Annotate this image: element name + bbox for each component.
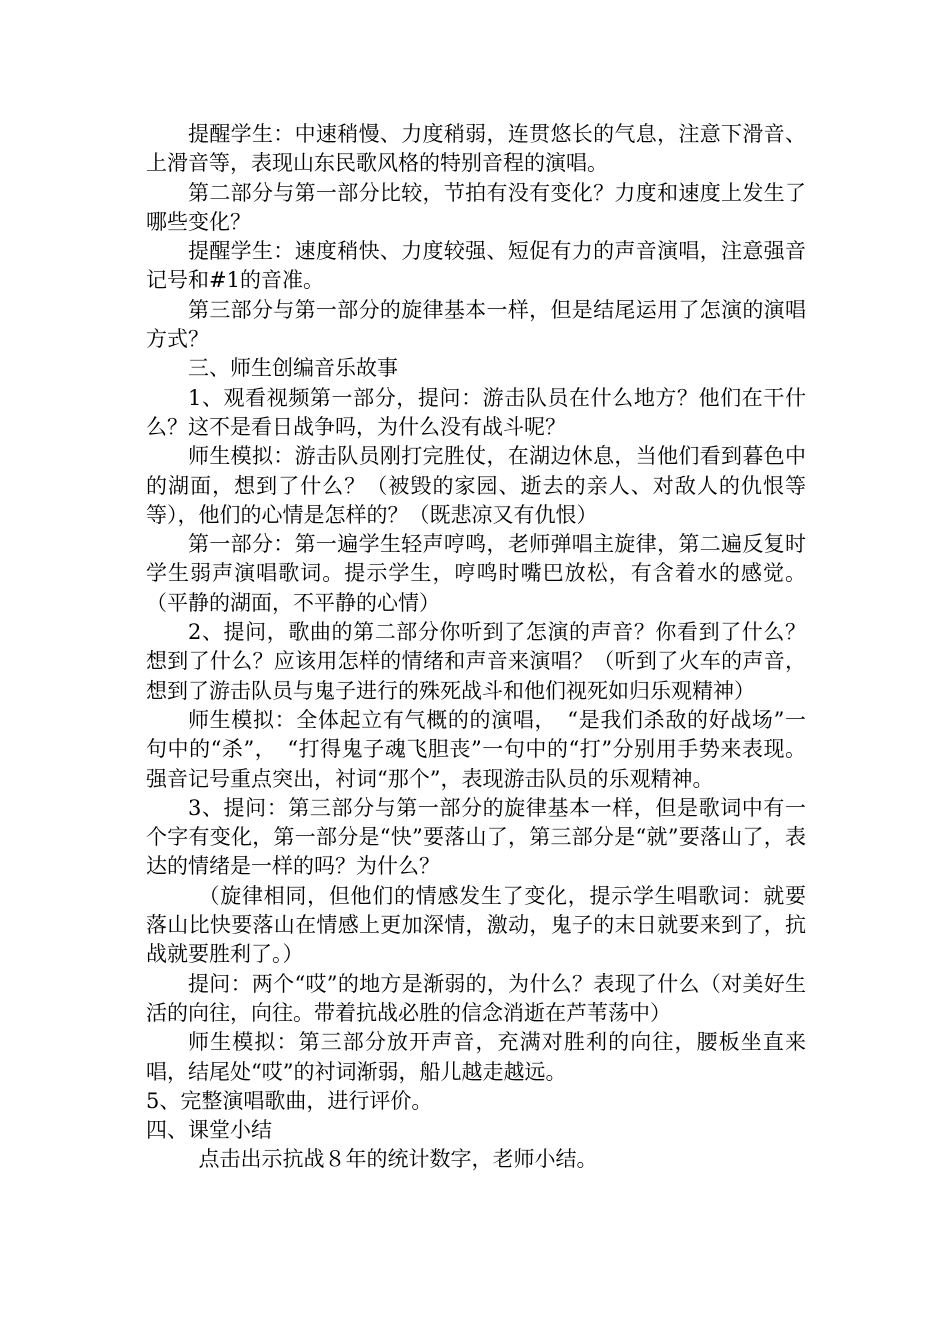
paragraph-reminder-1: 提醒学生：中速稍慢、力度稍弱，连贯悠长的气息，注意下滑音、上滑音等，表现山东民歌风格的特别音程的演唱。 [146,122,806,176]
paragraph-simulation-3: 师生模拟：第三部分放开声音，充满对胜利的向往，腰板坐直来唱，结尾处“哎”的衬词渐弱，船儿越走越远。 [146,1030,806,1084]
section-heading-4: 四、课堂小结 [146,1118,272,1143]
paragraph-part1: 第一部分：第一遍学生轻声哼鸣，老师弹唱主旋律，第二遍反复时学生弱声演唱歌词。提示学生，哼鸣时嘴巴放松，有含着水的感觉。（平静的湖面，不平静的心情） [146,532,806,615]
paragraph-question-3: 3、提问：第三部分与第一部分的旋律基本一样，但是歌词中有一个字有变化，第一部分是“快”要落山了，第三部分是“就”要落山了，表达的情绪是一样的吗？为什么？ [146,795,806,879]
paragraph-compare-part2: 第二部分与第一部分比较，节拍有没有变化？力度和速度上发生了哪些变化？ [146,180,806,234]
document-body [146,120,806,1175]
paragraph-question-4: 提问：两个“哎”的地方是渐弱的，为什么？表现了什么（对美好生活的向往，向往。带着抗战必胜的信念消逝在芦苇荡中） [146,971,806,1025]
paragraph-reminder-2: 提醒学生：速度稍快、力度较强、短促有力的声音演唱，注意强音记号和#1的音准。 [146,239,806,293]
paragraph-simulation-2: 师生模拟：全体起立有气概的的演唱， “是我们杀敌的好战场”一句中的“杀”， “打得鬼子魂飞胆丧”一句中的“打”分别用手势来表现。强音记号重点突出，衬词“那个”，表现游击队员的乐观精神。 [146,707,806,791]
paragraph-summary: 点击出示抗战８年的统计数字，老师小结。 [198,1147,598,1172]
section-heading-3: 三、师生创编音乐故事 [188,356,398,381]
paragraph-melody-note: （旋律相同，但他们的情感发生了变化，提示学生唱歌词：就要落山比快要落山在情感上更加深情，激动，鬼子的末日就要来到了，抗战就要胜利了。） [146,883,806,967]
paragraph-question-2: 2、提问，歌曲的第二部分你听到了怎演的声音？你看到了什么？想到了什么？应该用怎样的情绪和声音来演唱？（听到了火车的声音，想到了游击队员与鬼子进行的殊死战斗和他们视死如归乐观精神） [146,620,806,703]
paragraph-item-5: 5、完整演唱歌曲，进行评价。 [146,1088,433,1113]
paragraph-question-1: 1、观看视频第一部分，提问：游击队员在什么地方？他们在干什么？这不是看日战争吗，为什么没有战斗呢？ [146,385,806,439]
paragraph-simulation-1: 师生模拟：游击队员刚打完胜仗，在湖边休息，当他们看到暮色中的湖面，想到了什么？（被毁的家园、逝去的亲人、对敌人的仇恨等等），他们的心情是怎样的？（既悲凉又有仇恨） [146,444,806,527]
paragraph-compare-part3: 第三部分与第一部分的旋律基本一样，但是结尾运用了怎演的演唱方式？ [146,297,806,352]
